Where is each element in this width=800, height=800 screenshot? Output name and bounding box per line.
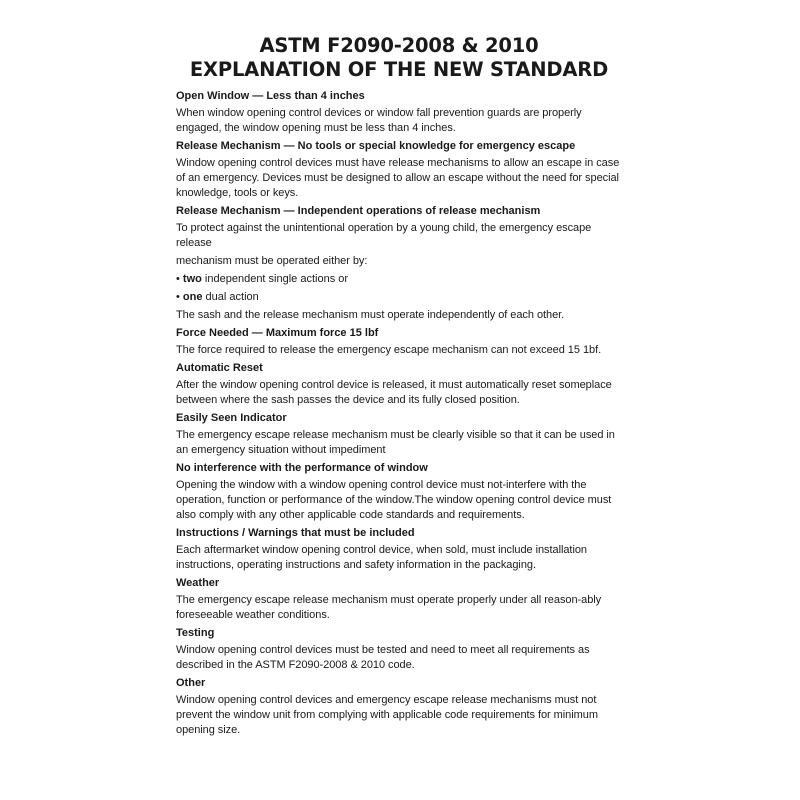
section-automatic-reset — [176, 361, 622, 408]
document-title — [156, 34, 642, 82]
section-heading: Easily Seen Indicator — [176, 412, 287, 424]
section-text: After the window opening control device is released, it must automatically reset someplace between where the sash passes the device and its fully closed position. — [176, 379, 612, 406]
section-no-interference — [176, 461, 622, 523]
section-text: The emergency escape release mechanism must be clearly visible so that it can be used in an emergency situation without impediment — [176, 429, 615, 456]
section-heading: Automatic Reset — [176, 362, 263, 374]
section-heading: Open Window — Less than 4 inches — [176, 90, 365, 102]
section-heading: Testing — [176, 627, 215, 639]
section-testing — [176, 626, 622, 673]
section-release-no-tools — [176, 139, 622, 201]
section-force-needed — [176, 326, 622, 358]
section-other — [176, 676, 622, 738]
section-text: Opening the window with a window opening control device must not-interfere with the operation, function or performance of the window.The window opening control device must also comply with any other applicable code standards and requirements. — [176, 479, 612, 521]
section-text: To protect against the unintentional operation by a young child, the emergency escape release — [176, 222, 592, 249]
bullet-item — [176, 272, 622, 287]
bullet-marker: • — [176, 291, 180, 303]
bullet-rest: independent single actions or — [201, 273, 349, 285]
section-text: Window opening control devices must have release mechanisms to allow an escape in case of an emergency. Devices must be designed to allow an escape without the need for special knowledge, tools or keys. — [176, 157, 620, 199]
section-text: The force required to release the emergency escape mechanism can not exceed 15 1bf. — [176, 344, 602, 356]
section-release-independent — [176, 204, 622, 323]
section-heading: No interference with the performance of window — [176, 462, 428, 474]
section-text-2: mechanism must be operated either by: — [176, 255, 368, 267]
bullet-rest: dual action — [202, 291, 259, 303]
section-heading: Release Mechanism — Independent operations of release mechanism — [176, 205, 541, 217]
section-instructions-warnings — [176, 526, 622, 573]
title-line-2: EXPLANATION OF THE NEW STANDARD — [189, 58, 609, 81]
section-easily-seen-indicator — [176, 411, 622, 458]
section-text: The emergency escape release mechanism must operate properly under all reason-ably foreseeable weather conditions. — [176, 594, 602, 621]
section-heading: Weather — [176, 577, 220, 589]
bullet-bold: one — [182, 291, 203, 303]
bullet-marker: • — [176, 273, 180, 285]
section-heading: Force Needed — Maximum force 15 lbf — [176, 327, 379, 339]
section-heading: Other — [176, 677, 206, 689]
document-page — [176, 34, 622, 741]
section-heading: Instructions / Warnings that must be included — [176, 527, 415, 539]
section-open-window — [176, 89, 622, 136]
bullet-item — [176, 290, 622, 305]
section-heading: Release Mechanism — No tools or special knowledge for emergency escape — [176, 140, 576, 152]
section-weather — [176, 576, 622, 623]
section-text: Each aftermarket window opening control device, when sold, must include installation instructions, operating instructions and safety information in the packaging. — [176, 544, 587, 571]
title-line-1: ASTM F2090-2008 & 2010 — [259, 34, 539, 57]
section-text: Window opening control devices and emergency escape release mechanisms must not prevent the window unit from complying with applicable code requirements for minimum opening size. — [176, 694, 598, 736]
section-text: Window opening control devices must be tested and need to meet all requirements as described in the ASTM F2090-2008 & 2010 code. — [176, 644, 590, 671]
section-text-3: The sash and the release mechanism must operate independently of each other. — [176, 309, 565, 321]
bullet-bold: two — [182, 273, 202, 285]
section-text: When window opening control devices or window fall prevention guards are properly engaged, the window opening must be less than 4 inches. — [176, 107, 582, 134]
